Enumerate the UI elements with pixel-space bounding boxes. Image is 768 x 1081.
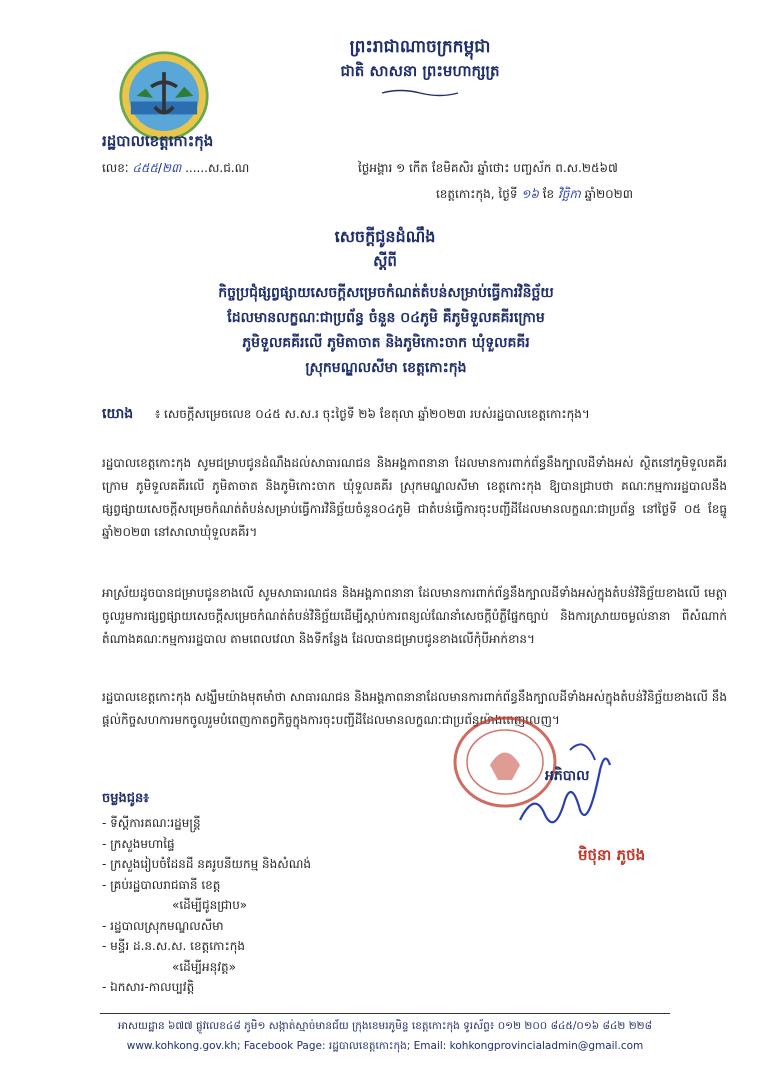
list-item: - ឯកសារ-កាលប្បវត្តិ [102,980,195,994]
issuing-organization: រដ្ឋបាលខេត្តកោះកុង [102,132,214,150]
reference-number: លេខៈ ៤៥៥/២៣ ......ស.ជ.ណ [102,161,250,175]
lunar-date: ថ្ងៃអង្គារ ១ កើត ខែមិគសិរ ឆ្នាំថោះ បញ្ចស័ក ព.ស.២៥៦៧ [358,161,618,175]
solar-date-month-label: ខែ [542,187,555,201]
solar-date-place: ខេត្តកោះកុង, ថ្ងៃទី [436,187,518,201]
footer-contact: www.kohkong.gov.kh; Facebook Page: រដ្ឋបាលខេត្តកោះកុង; Email: kohkongprovincialadmin@gmail.com [126,1040,644,1052]
solar-date-day: ១៦ [521,187,539,201]
basis-text: ៖ សេចក្តីសម្រេចលេខ ០៤៥ ស.ស.រ ចុះថ្ងៃទី ២៦ ខែតុលា ឆ្នាំ២០២៣ របស់រដ្ឋបាលខេត្តកោះកុង។ [154,407,590,421]
reference-suffix: ស.ជ.ណ [207,161,250,175]
solar-date-year: ឆ្នាំ២០២៣ [584,187,633,201]
list-item: - ទីស្តីការគណៈរដ្ឋមន្ត្រី [102,816,201,830]
copies-to-list [102,790,311,998]
solar-date [436,186,736,204]
signatory-name: មិថុនា ភូថង [578,846,646,864]
signatory-title: អភិបាល [545,768,590,784]
subject-block [86,281,686,381]
document-title: សេចក្តីជូនដំណឹង [334,227,436,246]
reference-prefix: លេខៈ [102,161,129,175]
body-paragraph: រដ្ឋបាលខេត្តកោះកុង សង្ឃឹមយ៉ាងមុតមាំថា សាធារណជន និងអង្គភាពនានាដែលមានការពាក់ព័ន្ធនឹងក្បាលដីទាំងអស់ក្នុងតំបន់វិនិច្ឆ័យខាងលើ នឹងផ្តល់កិច្ចសហការមកចូលរួមបំពេញកាតព្វកិច្ចក្នុងការចុះបញ្ជីដីដែលមានលក្ខណៈជាប្រព័ន្ធយ៉ាងពេញលេញ។ [102,690,727,727]
national-motto: ជាតិ សាសនា ព្រះមហាក្សត្រ [340,62,500,80]
subject-line: ស្រុកមណ្ឌលសីមា ខេត្តកោះកុង [305,360,467,376]
reference-basis [102,404,722,425]
basis-label: យោង [102,406,134,422]
ornament-divider [380,88,460,98]
subject-line: ដែលមានលក្ខណៈជាប្រព័ន្ធ ចំនួន ០៤ភូមិ គឺភូមិទួលគគីរក្រោម [227,310,545,326]
list-item: - មន្ទីរ ដ.ន.ស.ស. ខេត្តកោះកុង [102,939,245,953]
body-paragraph: រដ្ឋបាលខេត្តកោះកុង សូមជម្រាបជូនដំណឹងដល់សាធារណជន និងអង្គភាពនានា ដែលមានការពាក់ព័ន្ធនឹងក្បាលដីទាំងអស់ ស្ថិតនៅភូមិទួលគគីរក្រោម ភូមិទួលគគីរលើ ភូមិតាចាត និងភូមិកោះចាក ឃុំទួលគគីរ ស្រុកមណ្ឌលសីមា ខេត្តកោះកុង ឱ្យបានជ្រាបថា គណៈកម្មការរដ្ឋបាលនឹងផ្សព្វផ្សាយសេចក្តីសម្រេចកំណត់តំបន់សម្រាប់ធ្វើការវិនិច្ឆ័យចំនួន០៤ភូមិ ជាតំបន់ធ្វើការចុះបញ្ជីដីដែលមានលក្ខណៈជាប្រព័ន្ធ នៅថ្ងៃទី ០៥ ខែធ្នូ ឆ្នាំ២០២៣ នៅសាលាឃុំទួលគគីរ។ [102,456,727,539]
list-item: - គ្រប់រដ្ឋបាលរាជធានី ខេត្ត [102,877,221,892]
list-item: - ក្រសួងរៀបចំដែនដី នគរូបនីយកម្ម និងសំណង់ [102,857,311,871]
reference-year: ២៣ [161,161,182,175]
copies-heading: ចម្លងជូន៖ [102,791,149,806]
footer-address: អាសយដ្ឋាន ៦៧៧ ផ្លូវលេខ៤៨ ភូមិ១ សង្កាត់ស្មាច់មានជ័យ ក្រុងខេមរភូមិន្ទ ខេត្តកោះកុង ទូរស័ព្ទ៖ ០១២ ២០០ ៨៤៥/០១៦ ៨៤២ ២២៨ [117,1020,653,1032]
handwritten-signature [510,730,620,840]
subject-line: ភូមិទួលគគីរលើ ភូមិតាចាត និងភូមិកោះចាក ឃុំទួលគគីរ [242,335,530,351]
subject-line: កិច្ចប្រជុំផ្សព្វផ្សាយសេចក្តីសម្រេចកំណត់តំបន់សម្រាប់ធ្វើការវិនិច្ឆ័យ [218,285,554,301]
list-item: «ដើម្បីអនុវត្ត» [172,959,236,974]
document-subtitle: ស្តីពី [373,252,397,270]
footer-divider [100,1013,670,1014]
provincial-emblem-logo [118,50,210,142]
list-item: - រដ្ឋបាលស្រុកមណ្ឌលសីមា [102,918,224,933]
body-paragraph: អាស្រ័យដូចបានជម្រាបជូនខាងលើ សូមសាធារណជន និងអង្គភាពនានា ដែលមានការពាក់ព័ន្ធនឹងក្បាលដីទាំងអស់ក្នុងតំបន់វិនិច្ឆ័យខាងលើ មេត្តាចូលរួមការផ្សព្វផ្សាយសេចក្តីសម្រេចកំណត់តំបន់វិនិច្ឆ័យដើម្បីស្តាប់ការពន្យល់ណែនាំសេចក្តីបំភ្លឺផ្នែកច្បាប់ និងការស្រាយចម្ងល់នានា ពីសំណាក់តំណាងគណៈកម្មការរដ្ឋបាល តាមពេលវេលា និងទីកន្លែង ដែលបានជម្រាបជូនខាងលើកុំបីអាក់ខាន។ [102,586,727,646]
kingdom-heading: ព្រះរាជាណាចក្រកម្ពុជា [349,37,491,57]
list-item: - ក្រសួងមហាផ្ទៃ [102,836,175,851]
list-item: «ដើម្បីជូនជ្រាប» [172,898,248,912]
solar-date-month: វិច្ឆិកា [557,187,581,201]
reference-number-value: ៤៥៥ [132,161,158,175]
